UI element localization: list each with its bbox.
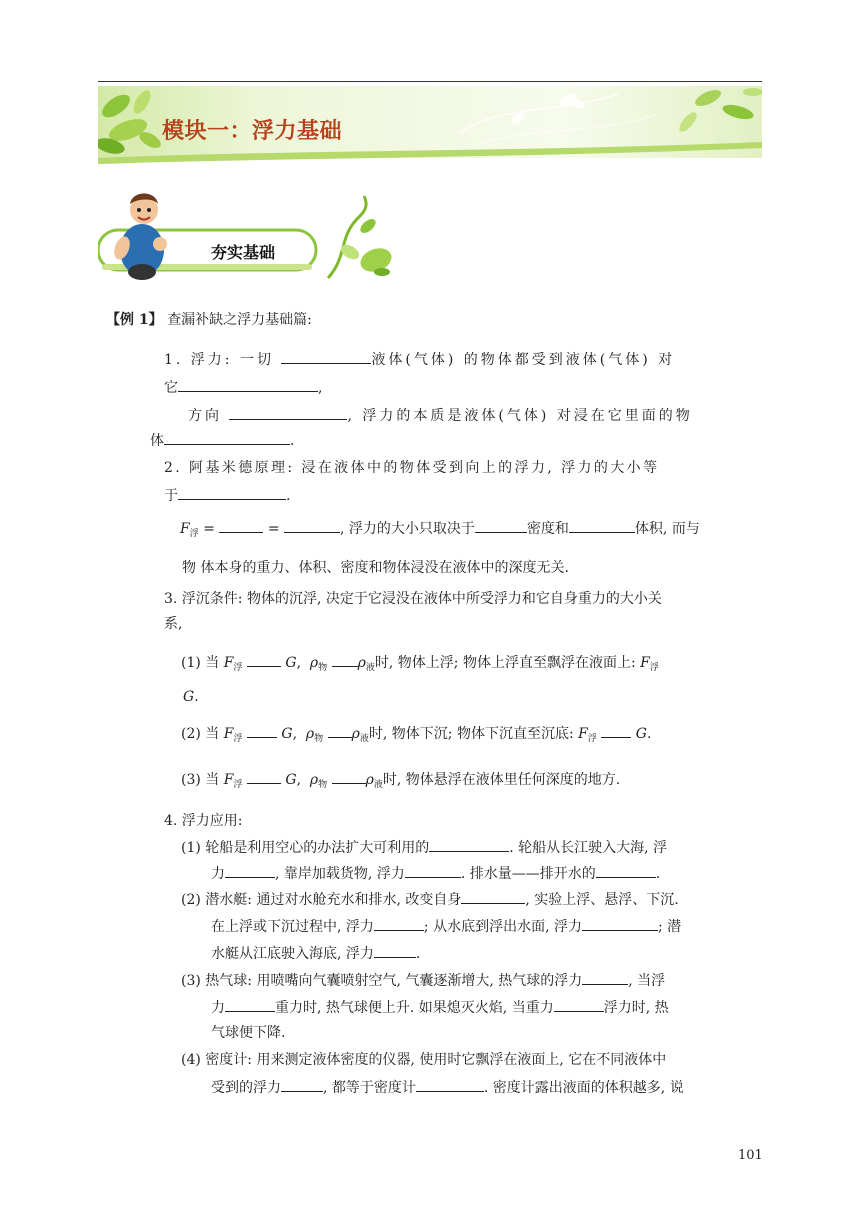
blank[interactable] (229, 405, 347, 420)
p1-line4: 体 . (150, 430, 294, 451)
blank[interactable] (281, 349, 371, 364)
blank[interactable] (601, 723, 631, 738)
blank[interactable] (328, 723, 352, 738)
p4-line5: 水艇从江底驶入海底, 浮力 . (211, 943, 420, 964)
p2-line2: 于 . (164, 485, 290, 506)
blank[interactable] (281, 1077, 323, 1092)
p4-line10: 受到的浮力 , 都等于密度计 . 密度计露出液面的体积越多, 说 (211, 1077, 684, 1098)
page-number: 101 (738, 1148, 763, 1163)
section-title: 夯实基础 (211, 243, 276, 262)
top-rule (98, 81, 762, 82)
blank[interactable] (554, 997, 604, 1012)
p2-line4: 物 体本身的重力、体积、密度和物体浸没在液体中的深度无关. (182, 560, 569, 576)
blank[interactable] (416, 1077, 484, 1092)
p3-line2: 系, (164, 616, 183, 632)
p3-cond1-cont: G. (183, 689, 199, 705)
example-title: 查漏补缺之浮力基础篇: (167, 312, 312, 328)
example-label: 【例 1】 (106, 312, 163, 328)
blank[interactable] (164, 430, 290, 445)
blank[interactable] (332, 652, 358, 667)
section-badge (98, 186, 398, 282)
blank[interactable] (332, 769, 366, 784)
p3-cond2: (2) 当 $F_浮$ G, $\rho_物$ $\rho_液$时, 物体下沉; 物体下沉直至沉底: $F_浮$ G. (181, 723, 651, 749)
p3-cond1: (1) 当 $F_浮$ G, $\rho_物$ $\rho_液$时, 物体上浮; 物体上浮直至飘浮在液面上: $F_浮$ (181, 652, 659, 678)
blank[interactable] (225, 997, 275, 1012)
p2-line1: 2. 阿基米德原理: 浸在液体中的物体受到向上的浮力, 浮力的大小等 (164, 460, 660, 476)
p3-line1: 3. 浮沉条件: 物体的沉浮, 决定于它浸没在液体中所受浮力和它自身重力的大小关 (164, 591, 662, 607)
p1-line1: 1. 浮力: 一切 液体(气体) 的物体都受到液体(气体) 对 (164, 349, 675, 370)
vine-leaf-icon (328, 196, 395, 278)
p4-line3: (2) 潜水艇: 通过对水舱充水和排水, 改变自身 , 实验上浮、悬浮、下沉. (181, 889, 679, 910)
p3-cond3: (3) 当 $F_浮$ G, $\rho_物$ $\rho_液$时, 物体悬浮在液体里任何深度的地方. (181, 769, 620, 795)
p4-line1: (1) 轮船是利用空心的办法扩大可利用的 . 轮船从长江驶入大海, 浮 (181, 837, 667, 858)
blank[interactable] (582, 970, 628, 985)
p1-line2: 它 , (164, 377, 322, 398)
blank[interactable] (225, 863, 275, 878)
blank[interactable] (461, 889, 525, 904)
p4-line9: (4) 密度计: 用来测定液体密度的仪器, 使用时它飘浮在液面上, 它在不同液体中 (181, 1052, 667, 1068)
p2-line3: $F_浮$ = = , 浮力的大小只取决于 密度和 体积, 而与 (180, 518, 700, 544)
blank[interactable] (596, 863, 656, 878)
blank[interactable] (582, 916, 658, 931)
blank[interactable] (178, 377, 318, 392)
blank[interactable] (247, 723, 277, 738)
p4-line4: 在上浮或下沉过程中, 浮力 ; 从水底到浮出水面, 浮力 ; 潜 (211, 916, 681, 937)
blank[interactable] (284, 518, 340, 533)
p4-line2: 力 , 靠岸加载货物, 浮力 . 排水量——排开水的 . (211, 863, 660, 884)
p4-line8: 气球便下降. (211, 1025, 286, 1041)
blank[interactable] (374, 943, 416, 958)
blank[interactable] (475, 518, 527, 533)
p4-title: 4. 浮力应用: (164, 813, 243, 829)
blank[interactable] (219, 518, 263, 533)
p1-line3: 方向 , 浮力的本质是液体(气体) 对浸在它里面的物 (188, 405, 693, 426)
blank[interactable] (374, 916, 424, 931)
blank[interactable] (569, 518, 635, 533)
blank[interactable] (429, 837, 509, 852)
blank[interactable] (405, 863, 461, 878)
module-title: 模块一：浮力基础 (162, 119, 343, 144)
p4-line7: 力 重力时, 热气球便上升. 如果熄灭火焰, 当重力 浮力时, 热 (211, 997, 669, 1018)
example-heading (106, 310, 312, 330)
blank[interactable] (247, 769, 281, 784)
blank[interactable] (247, 652, 281, 667)
blank[interactable] (178, 485, 286, 500)
p4-line6: (3) 热气球: 用喷嘴向气囊喷射空气, 气囊逐渐增大, 热气球的浮力 , 当浮 (181, 970, 665, 991)
